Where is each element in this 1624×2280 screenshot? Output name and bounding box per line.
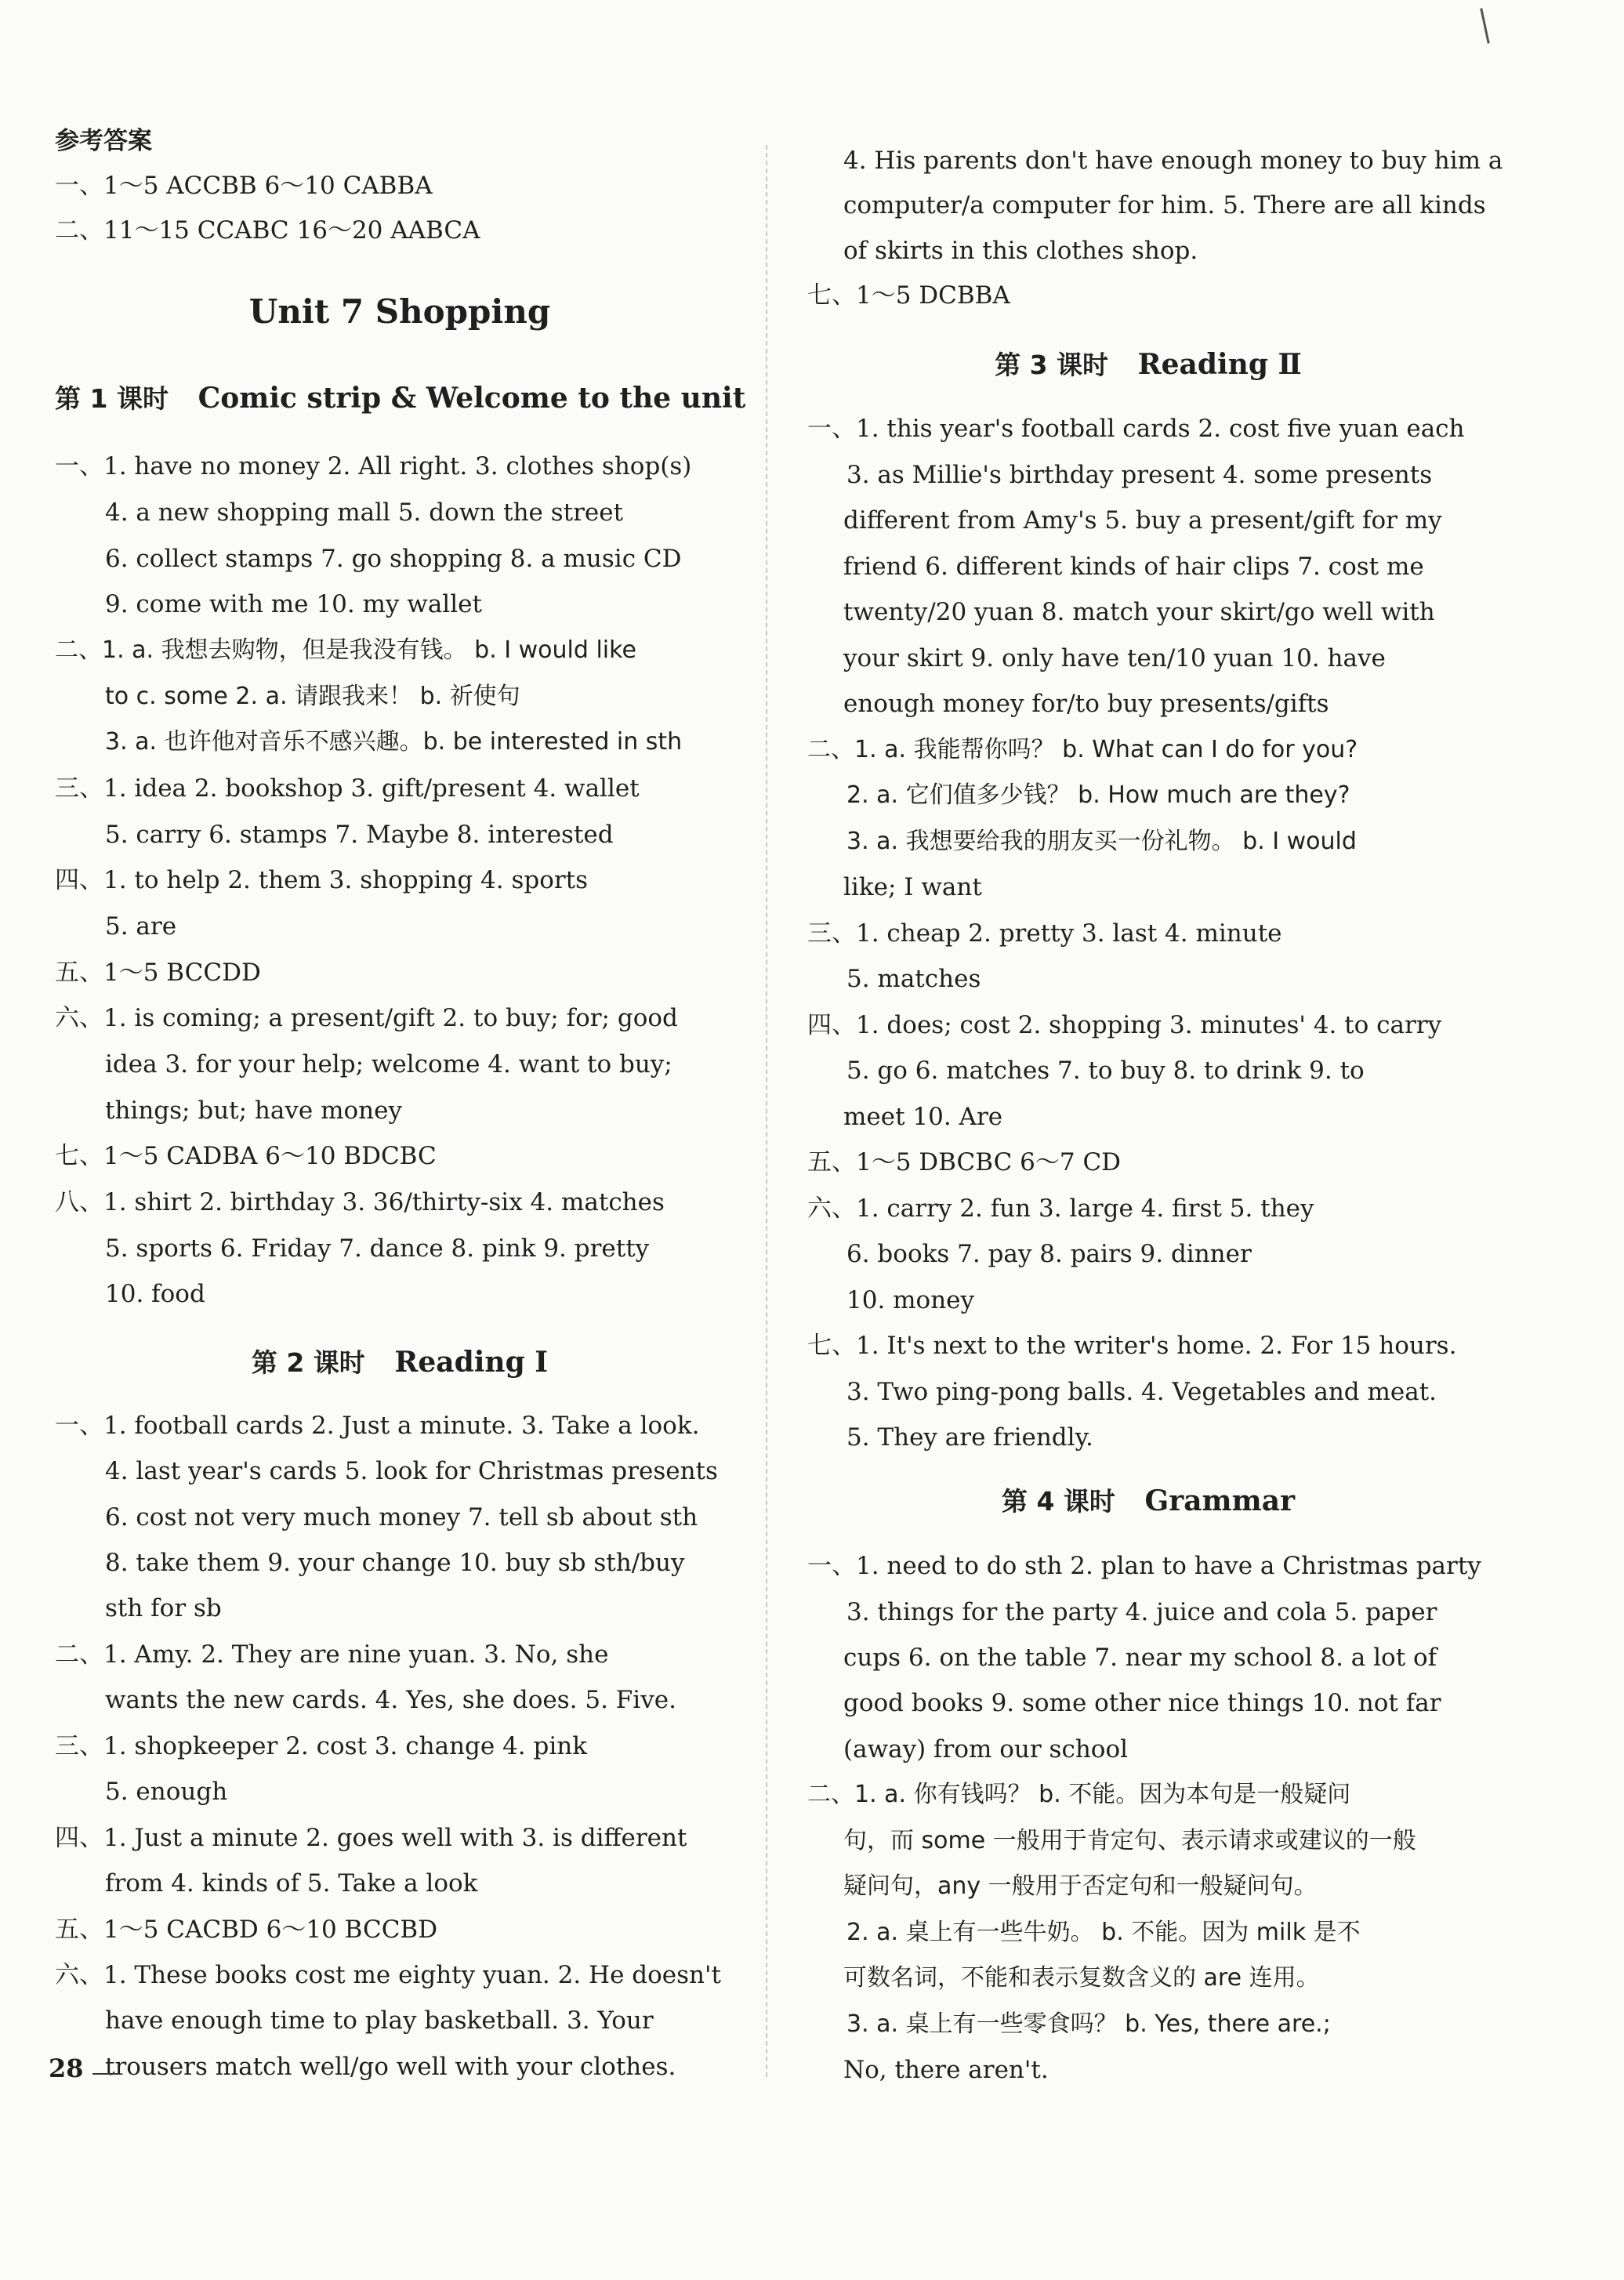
- answer-line: 4. last year's cards 5. look for Christmas presents: [105, 1457, 718, 1485]
- answer-line: cups 6. on the table 7. near my school 8. a lot of: [843, 1644, 1437, 1672]
- answer-line: 8. take them 9. your change 10. buy sb sth/buy: [105, 1549, 685, 1577]
- answer-line: 3. things for the party 4. juice and cola 5. paper: [846, 1598, 1437, 1626]
- answer-line: 五、1～5 CACBD 6～10 BCCBD: [55, 1916, 438, 1944]
- answer-line: enough money for/to buy presents/gifts: [843, 690, 1329, 718]
- answer-line: 六、1. These books cost me eighty yuan. 2. He doesn't: [55, 1961, 721, 1989]
- answer-line: 6. collect stamps 7. go shopping 8. a music CD: [105, 545, 682, 573]
- answer-line: 四、1. to help 2. them 3. shopping 4. sports: [55, 866, 589, 894]
- answer-line: like; I want: [843, 873, 982, 901]
- answer-line: trousers match well/go well with your clothes.: [105, 2053, 676, 2081]
- answer-line: 5. go 6. matches 7. to buy 8. to drink 9. to: [846, 1057, 1365, 1085]
- answer-line: sth for sb: [105, 1594, 222, 1622]
- answer-line: 一、1. football cards 2. Just a minute. 3. Take a look.: [55, 1412, 700, 1440]
- answer-line: 可数名词，不能和表示复数含义的 are 连用。: [843, 1964, 1320, 1992]
- answer-line: of skirts in this clothes shop.: [843, 237, 1198, 265]
- answer-line: computer/a computer for him. 5. There are all kinds: [843, 191, 1486, 219]
- answer-line: twenty/20 yuan 8. match your skirt/go well with: [843, 598, 1435, 626]
- answer-line: friend 6. different kinds of hair clips 7. cost me: [843, 553, 1424, 581]
- answer-line: 3. a. 我想要给我的朋友买一份礼物。 b. I would: [846, 828, 1357, 855]
- answer-line: 4. a new shopping mall 5. down the street: [105, 498, 624, 527]
- page-number-dash: [92, 2073, 119, 2075]
- lesson-number: 第 3 课时: [995, 350, 1109, 380]
- answer-line: 5. carry 6. stamps 7. Maybe 8. interested: [105, 821, 614, 849]
- answer-line: 5. enough: [105, 1778, 228, 1806]
- answer-line: 2. a. 它们值多少钱？ b. How much are they?: [846, 781, 1350, 809]
- answer-line: 一、1. this year's football cards 2. cost five yuan each: [807, 415, 1465, 443]
- answer-line: meet 10. Are: [843, 1103, 1003, 1131]
- answer-line: 5. sports 6. Friday 7. dance 8. pink 9. pretty: [105, 1234, 650, 1263]
- answer-line: 四、1. does; cost 2. shopping 3. minutes' 4. to carry: [807, 1011, 1442, 1039]
- answer-key-heading: 参考答案: [55, 127, 152, 155]
- answer-line: 二、1. a. 我能帮你吗？ b. What can I do for you?: [807, 736, 1358, 763]
- answer-line: 二、11～15 CCABC 16～20 AABCA: [55, 216, 480, 245]
- answer-line: 10. money: [846, 1286, 975, 1314]
- answer-line: 5. are: [105, 912, 177, 941]
- lesson-4-title: [807, 1481, 1489, 1521]
- answer-line: 三、1. idea 2. bookshop 3. gift/present 4. wallet: [55, 774, 640, 803]
- answer-line: 句，而 some 一般用于肯定句、表示请求或建议的一般: [843, 1827, 1416, 1854]
- answer-line: 二、1. a. 我想去购物，但是我没有钱。 b. I would like: [55, 636, 636, 664]
- answer-line: 三、1. cheap 2. pretty 3. last 4. minute: [807, 919, 1282, 948]
- answer-line: 七、1. It's next to the writer's home. 2. For 15 hours.: [807, 1332, 1457, 1360]
- lesson-number: 第 2 课时: [251, 1347, 365, 1378]
- answer-line: 6. books 7. pay 8. pairs 9. dinner: [846, 1240, 1252, 1268]
- answer-line: 3. a. 桌上有一些零食吗？ b. Yes, there are.;: [846, 2010, 1331, 2038]
- lesson-number: 第 1 课时: [55, 383, 169, 414]
- answer-line: 一、1. have no money 2. All right. 3. clothes shop(s): [55, 452, 692, 480]
- lesson-name: Reading Ⅰ: [394, 1346, 549, 1379]
- answer-line: 六、1. is coming; a present/gift 2. to buy; for; good: [55, 1004, 678, 1032]
- lesson-name: Comic strip & Welcome to the unit: [198, 382, 746, 415]
- answer-line: 二、1. Amy. 2. They are nine yuan. 3. No, she: [55, 1640, 609, 1669]
- answer-line: 疑问句，any 一般用于否定句和一般疑问句。: [843, 1872, 1318, 1900]
- answer-line: 八、1. shirt 2. birthday 3. 36/thirty-six 4. matches: [55, 1188, 665, 1216]
- answer-line: 七、1～5 CADBA 6～10 BDCBC: [55, 1142, 437, 1170]
- answer-line: 七、1～5 DCBBA: [807, 281, 1010, 310]
- answer-line: 五、1～5 BCCDD: [55, 959, 261, 987]
- answer-line: good books 9. some other nice things 10. not far: [843, 1689, 1441, 1717]
- lesson-2-title: [55, 1343, 745, 1383]
- page-number: 28: [49, 2053, 84, 2083]
- answer-line: have enough time to play basketball. 3. Your: [105, 2006, 654, 2035]
- answer-line: 2. a. 桌上有一些牛奶。 b. 不能。因为 milk 是不: [846, 1919, 1361, 1946]
- answer-line: 四、1. Just a minute 2. goes well with 3. is different: [55, 1824, 687, 1852]
- answer-line: 二、1. a. 你有钱吗？ b. 不能。因为本句是一般疑问: [807, 1781, 1351, 1808]
- answer-line: 一、1～5 ACCBB 6～10 CABBA: [55, 172, 433, 200]
- answer-line: 3. Two ping-pong balls. 4. Vegetables and meat.: [846, 1378, 1437, 1406]
- answer-line: 一、1. need to do sth 2. plan to have a Christmas party: [807, 1552, 1481, 1580]
- corner-scan-mark: [1480, 8, 1489, 44]
- answer-line: different from Amy's 5. buy a present/gift for my: [843, 506, 1442, 535]
- unit-title: Unit 7 Shopping: [248, 292, 551, 331]
- lesson-1-title: [55, 379, 745, 419]
- answer-line: 六、1. carry 2. fun 3. large 4. first 5. they: [807, 1194, 1314, 1223]
- answer-line: 3. a. 也许他对音乐不感兴趣。b. be interested in sth: [105, 728, 683, 756]
- answer-line: wants the new cards. 4. Yes, she does. 5. Five.: [105, 1686, 676, 1714]
- answer-line: to c. some 2. a. 请跟我来！ b. 祈使句: [105, 683, 520, 710]
- answer-line: from 4. kinds of 5. Take a look: [105, 1869, 478, 1898]
- lesson-name: Grammar: [1144, 1484, 1296, 1517]
- answer-line: 五、1～5 DBCBC 6～7 CD: [807, 1148, 1122, 1176]
- answer-line: your skirt 9. only have ten/10 yuan 10. have: [843, 644, 1386, 672]
- column-divider: [766, 145, 767, 2077]
- answer-line: 10. food: [105, 1280, 205, 1308]
- answer-line: 4. His parents don't have enough money to buy him a: [843, 147, 1503, 175]
- answer-line: 5. matches: [846, 965, 981, 993]
- answer-line: things; but; have money: [105, 1097, 402, 1125]
- answer-line: 5. They are friendly.: [846, 1423, 1093, 1452]
- answer-line: (away) from our school: [843, 1735, 1129, 1763]
- lesson-number: 第 4 课时: [1001, 1486, 1115, 1517]
- answer-line: idea 3. for your help; welcome 4. want to buy;: [105, 1050, 672, 1078]
- answer-line: 6. cost not very much money 7. tell sb about sth: [105, 1503, 698, 1531]
- lesson-3-title: [807, 345, 1489, 385]
- answer-line: 9. come with me 10. my wallet: [105, 590, 482, 618]
- lesson-name: Reading Ⅱ: [1137, 348, 1302, 381]
- answer-line: No, there aren't.: [843, 2056, 1049, 2084]
- answer-line: 三、1. shopkeeper 2. cost 3. change 4. pink: [55, 1732, 588, 1760]
- answer-line: 3. as Millie's birthday present 4. some presents: [846, 461, 1433, 489]
